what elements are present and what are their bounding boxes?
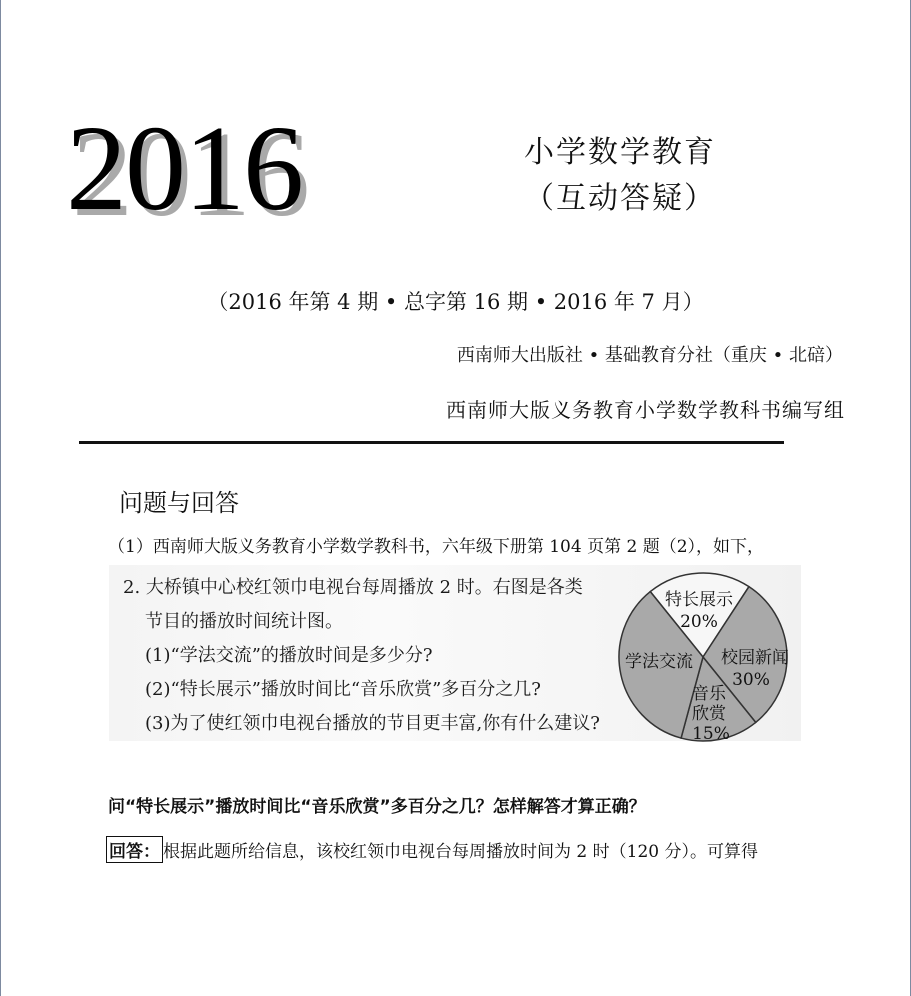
pie-chart bbox=[617, 571, 789, 743]
divider bbox=[79, 441, 784, 444]
problem-question-2: (2)“特长展示”播放时间比“音乐欣赏”多百分之几? bbox=[145, 679, 541, 700]
intro-paragraph: （1）西南师大版义务教育小学数学教科书，六年级下册第 104 页第 2 题（2），如下， bbox=[108, 537, 765, 557]
problem-question-3: (3)为了使红领巾电视台播放的节目更丰富,你有什么建议? bbox=[145, 713, 600, 734]
textbook-excerpt bbox=[109, 565, 801, 741]
slice-label-yinyue-1: 音乐 bbox=[692, 684, 726, 704]
editor-group: 西南师大版义务教育小学数学教科书编写组 bbox=[446, 398, 845, 422]
answer-paragraph bbox=[106, 836, 758, 863]
answer-label: 回答： bbox=[106, 836, 163, 863]
slice-label-yinyue-2: 欣赏 bbox=[692, 704, 726, 724]
issue-line: （2016 年第 4 期 • 总字第 16 期 • 2016 年 7 月） bbox=[207, 290, 704, 314]
slice-label-xuefa: 学法交流 bbox=[625, 652, 693, 672]
section-heading: 问题与回答 bbox=[119, 489, 239, 517]
problem-line-2: 节目的播放时间统计图。 bbox=[145, 611, 343, 632]
problem-text bbox=[123, 571, 600, 741]
journal-title-main: 小学数学教育 bbox=[524, 135, 716, 170]
problem-line-1: 2. 大桥镇中心校红领巾电视台每周播放 2 时。右图是各类 bbox=[123, 577, 583, 598]
slice-label-tezhang: 特长展示 bbox=[665, 590, 733, 610]
problem-question-1: (1)“学法交流”的播放时间是多少分? bbox=[145, 645, 433, 666]
year-logo: 2016 bbox=[66, 101, 302, 236]
journal-title bbox=[500, 130, 740, 222]
journal-title-sub: （互动答疑） bbox=[524, 181, 716, 216]
question-text: 问“特长展示”播放时间比“音乐欣赏”多百分之几？怎样解答才算正确？ bbox=[108, 797, 646, 817]
slice-label-xiaoyuan: 校园新闻 bbox=[721, 648, 789, 668]
slice-value-tezhang: 20% bbox=[680, 612, 718, 632]
publisher: 西南师大出版社 • 基础教育分社（重庆 • 北碚） bbox=[456, 345, 843, 366]
slice-value-xiaoyuan: 30% bbox=[732, 670, 770, 690]
slice-value-yinyue: 15% bbox=[692, 724, 730, 743]
answer-text: 根据此题所给信息，该校红领巾电视台每周播放时间为 2 时（120 分）。可算得 bbox=[163, 842, 758, 862]
